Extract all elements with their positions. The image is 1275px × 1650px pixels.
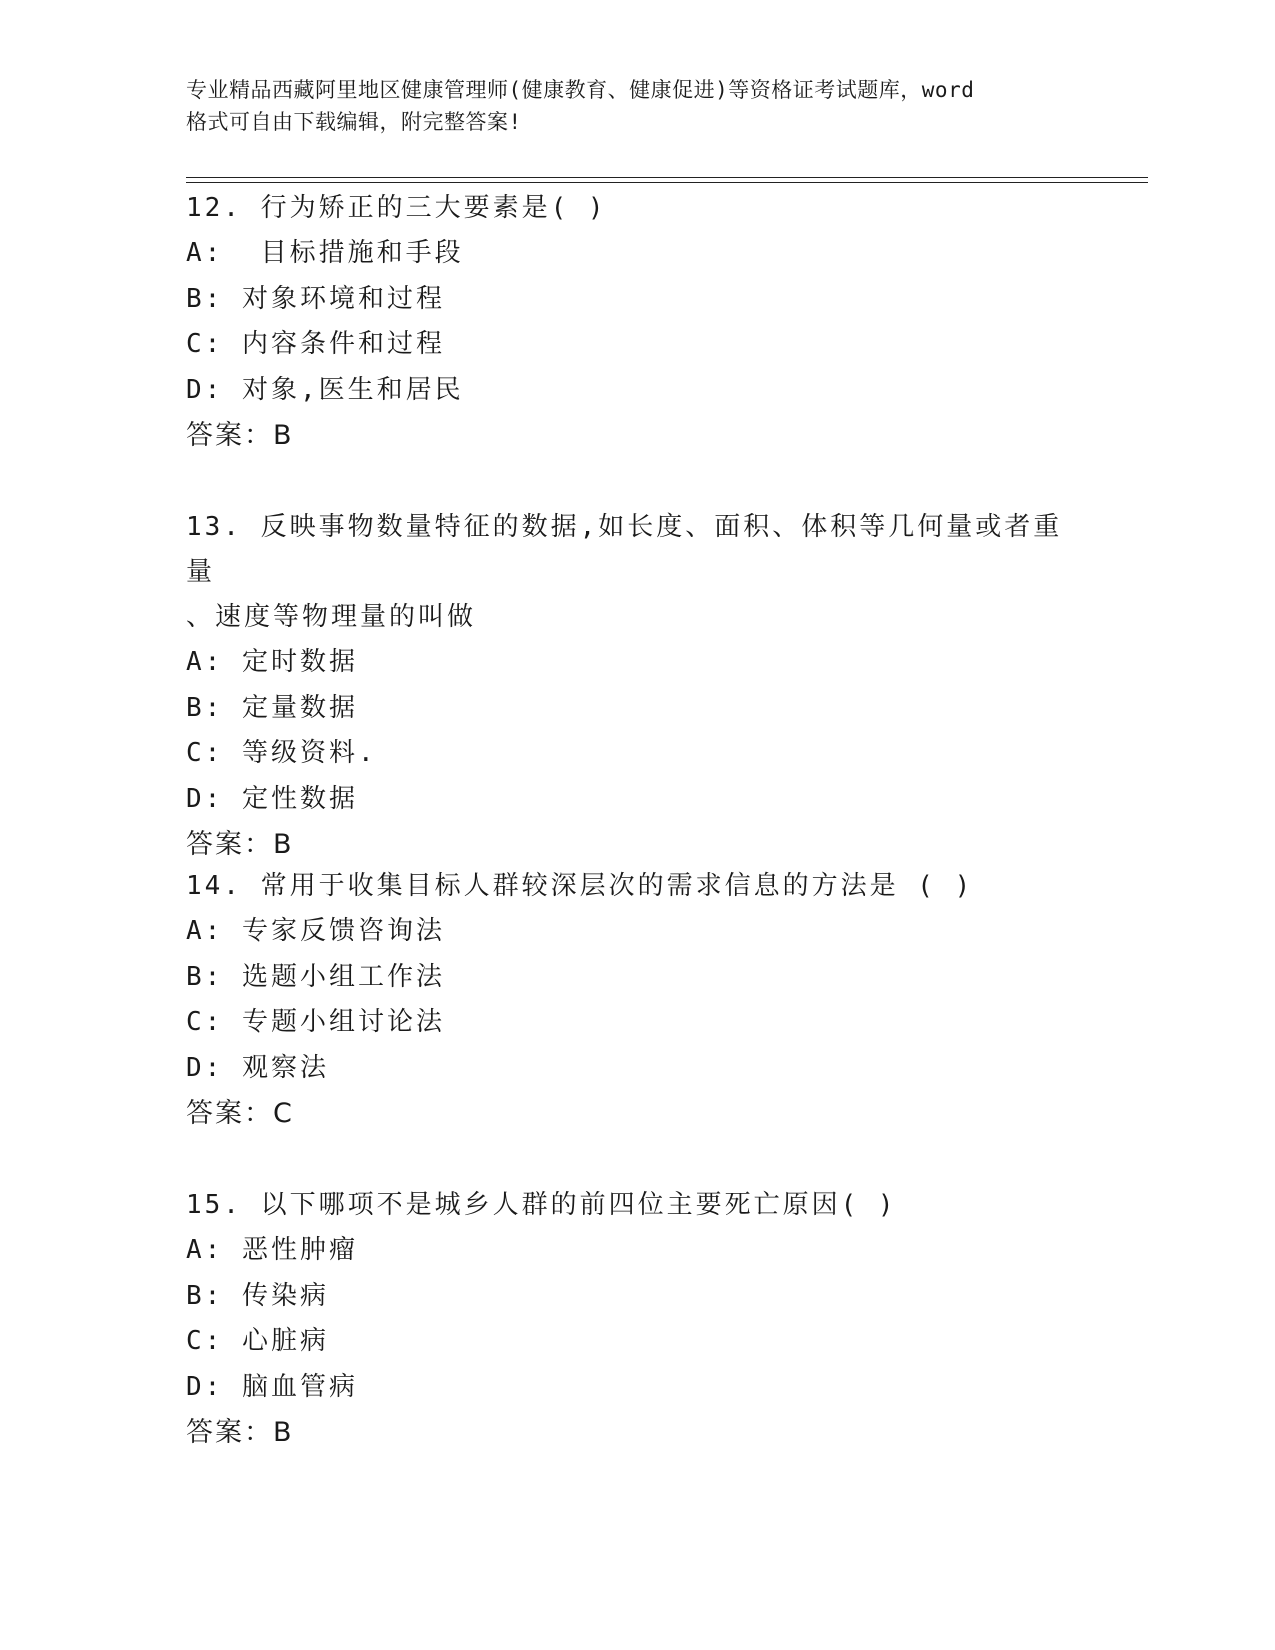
option-a: A: 定时数据 xyxy=(186,647,358,677)
option-c: C: 心脏病 xyxy=(186,1326,329,1356)
answer: 答案：C xyxy=(186,1098,294,1129)
header-divider-top xyxy=(186,177,1148,178)
option-a: A: 目标措施和手段 xyxy=(186,238,464,268)
question-12 xyxy=(186,186,1086,458)
header-line-2: 格式可自由下载编辑，附完整答案! xyxy=(186,110,522,134)
option-d: D: 对象,医生和居民 xyxy=(186,374,464,405)
option-d: D: 观察法 xyxy=(186,1052,329,1083)
option-d: D: 定性数据 xyxy=(186,783,358,814)
header-divider-bottom xyxy=(186,182,1148,183)
option-c: C: 内容条件和过程 xyxy=(186,329,445,359)
question-stem: 14. 常用于收集目标人群较深层次的需求信息的方法是 ( ) xyxy=(186,871,974,901)
question-13 xyxy=(186,505,1086,867)
option-b: B: 选题小组工作法 xyxy=(186,961,445,992)
option-a: A: 专家反馈咨询法 xyxy=(186,916,445,946)
question-15 xyxy=(186,1183,1086,1455)
document-header xyxy=(186,74,1086,138)
question-stem: 15. 以下哪项不是城乡人群的前四位主要死亡原因( ) xyxy=(186,1190,897,1220)
header-line-1: 专业精品西藏阿里地区健康管理师(健康教育、健康促进)等资格证考试题库，word xyxy=(186,78,975,102)
question-stem: 12. 行为矫正的三大要素是( ) xyxy=(186,193,607,223)
answer: 答案：B xyxy=(186,1417,294,1448)
question-stem-line-1: 13. 反映事物数量特征的数据,如长度、面积、体积等几何量或者重量 xyxy=(186,512,1063,587)
option-d: D: 脑血管病 xyxy=(186,1371,358,1402)
option-b: B: 对象环境和过程 xyxy=(186,283,445,314)
question-stem-line-2: 、速度等物理量的叫做 xyxy=(186,602,477,632)
answer: 答案：B xyxy=(186,829,294,860)
option-c: C: 等级资料. xyxy=(186,738,377,768)
question-14 xyxy=(186,864,1086,1136)
option-b: B: 传染病 xyxy=(186,1280,329,1311)
option-a: A: 恶性肿瘤 xyxy=(186,1235,358,1265)
answer: 答案：B xyxy=(186,420,294,451)
option-c: C: 专题小组讨论法 xyxy=(186,1007,445,1037)
option-b: B: 定量数据 xyxy=(186,692,358,723)
